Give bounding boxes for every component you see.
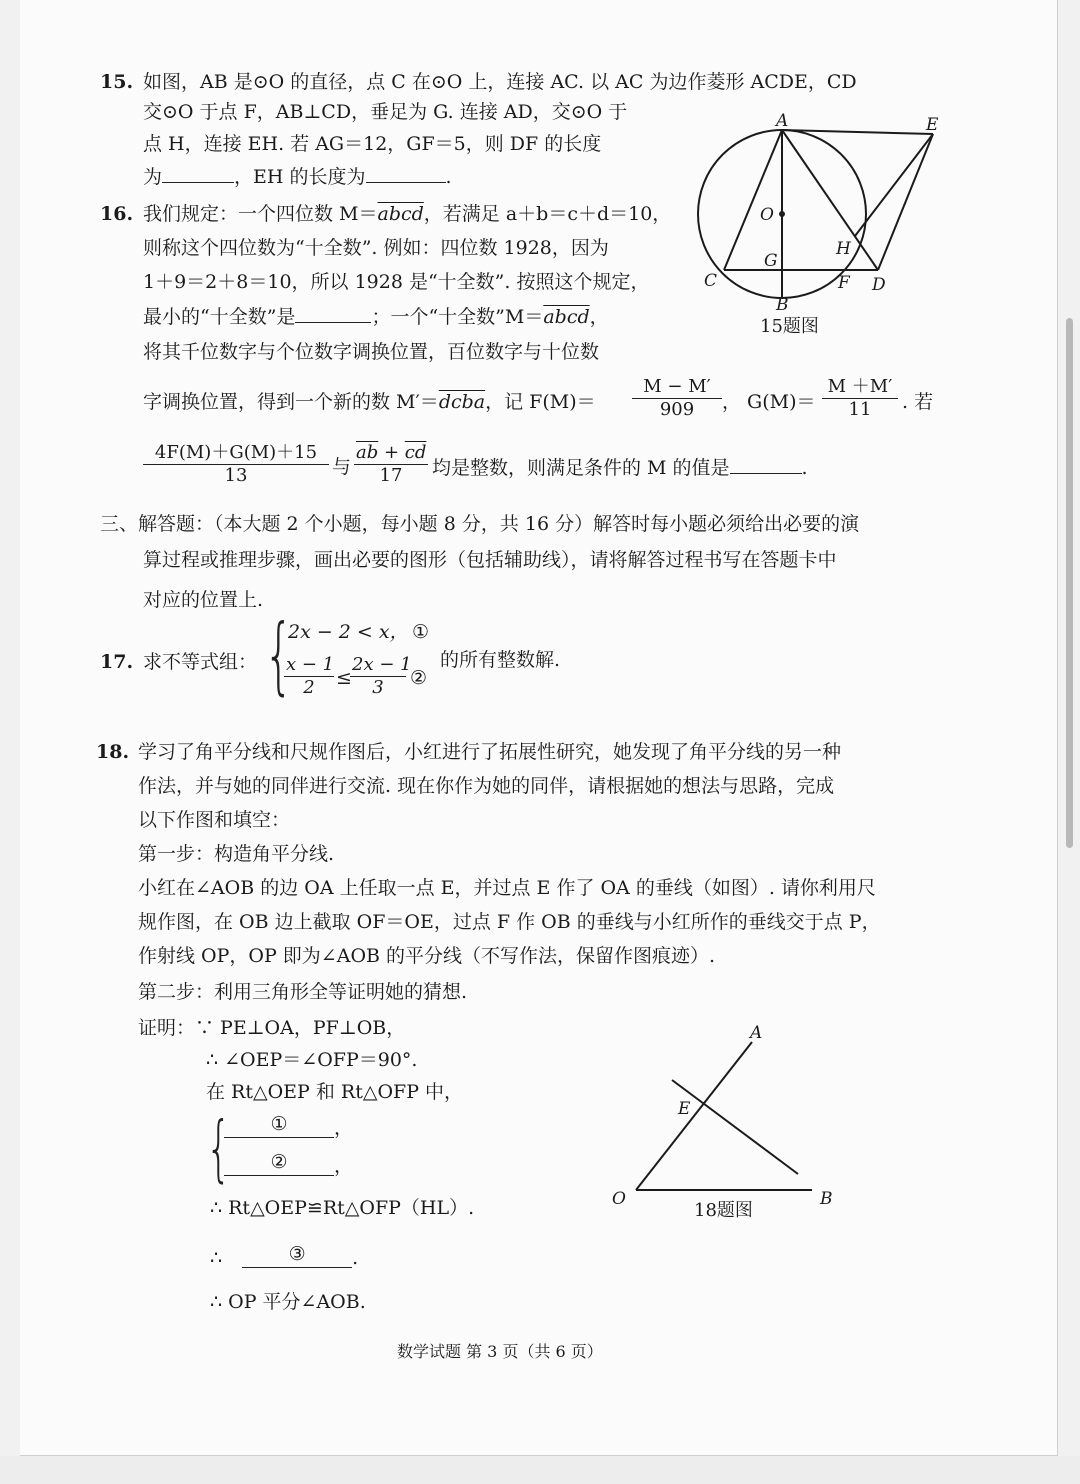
side-ac: [724, 130, 782, 270]
q16-ab: $\overline{ab}$: [356, 442, 379, 463]
q16-f-fraction: [632, 376, 722, 421]
q18-proof6: ∴ OP 平分∠AOB.: [210, 1291, 366, 1313]
q17-ineq1: 2x − 2 < x，: [288, 621, 409, 643]
q16-abcd: abcd: [377, 203, 424, 225]
viewer-bottom-strip: [0, 1456, 1080, 1484]
segment-eh: [855, 134, 933, 236]
q15-line4-b: ，EH 的长度为: [234, 166, 366, 188]
q18-figure-caption: 18题图: [694, 1200, 753, 1221]
q18-blank3-mark: ③: [288, 1243, 306, 1265]
section3-line1: 三、解答题：（本大题 2 个小题，每小题 8 分，共 16 分）解答时每小题必须给出必要的演: [100, 513, 860, 535]
label-b: B: [820, 1189, 833, 1208]
q18-blank3[interactable]: [242, 1243, 352, 1268]
q15-line3: 点 H，连接 EH. 若 AG＝12，GF＝5，则 DF 的长度: [143, 133, 602, 155]
scrollbar-thumb[interactable]: [1066, 318, 1073, 848]
perpendicular-at-e: [672, 1080, 798, 1174]
q17-le: ≤: [336, 667, 352, 689]
q16-abcd-2: abcd: [543, 306, 590, 328]
q18-proof2: ∴ ∠OEP＝∠OFP＝90°.: [206, 1049, 418, 1071]
q16-line2: 则称这个四位数为“十全数”. 例如：四位数 1928，因为: [143, 237, 609, 259]
q18-line2: 作法，并与她的同伴进行交流. 现在你作为她的同伴，请根据她的想法与思路，完成: [138, 775, 835, 797]
label-h: H: [836, 239, 851, 259]
label-a: A: [750, 1023, 763, 1043]
q17-frac2-numerator: 2x − 1: [352, 654, 412, 675]
q16-line7: [432, 455, 808, 480]
label-e: E: [926, 115, 939, 135]
page-footer: 数学试题 第 3 页（共 6 页）: [397, 1342, 603, 1361]
q16-g-denominator: 11: [848, 399, 872, 420]
q16-g-label: ， G(M)＝: [722, 391, 816, 413]
q15-line1: 如图，AB 是⊙O 的直径，点 C 在⊙O 上，连接 AC. 以 AC 为边作菱形 ACDE，CD: [143, 71, 857, 93]
q15-line4-c: .: [445, 166, 452, 188]
q16-frac1-denominator: 13: [224, 465, 248, 486]
q18-comma2: ，: [334, 1155, 354, 1177]
q18-blank1-row: [224, 1113, 354, 1140]
q15-line4-a: 为: [143, 166, 163, 188]
label-c: C: [704, 271, 718, 291]
q16-line5: 将其千位数字与个位数字调换位置，百位数字与十位数: [143, 341, 600, 363]
center-dot: [779, 211, 785, 217]
q15-blank-eh[interactable]: [366, 164, 446, 183]
q17-frac2-denominator: 3: [372, 677, 384, 698]
label-f: F: [838, 273, 850, 293]
q15-figure: [690, 110, 950, 350]
q18-blank2-mark: ②: [270, 1151, 288, 1173]
q16-and: 与: [332, 456, 352, 478]
q18-period: .: [352, 1247, 359, 1269]
q18-blank2[interactable]: [224, 1151, 334, 1176]
q17-number: 17.: [100, 651, 134, 673]
q18-line7: 作射线 OP，OP 即为∠AOB 的平分线（不写作法，保留作图痕迹）.: [138, 945, 716, 967]
q17-circle1: ①: [412, 621, 430, 643]
q15-number: 15.: [100, 71, 134, 93]
q18-line5: 小红在∠AOB 的边 OA 上任取一点 E，并过点 E 作了 OA 的垂线（如图）. 请你利用尺: [138, 877, 876, 899]
q18-brace: {: [206, 1106, 232, 1190]
section3-line2: 算过程或推理步骤，画出必要的图形（包括辅助线），请将解答过程书写在答题卡中: [143, 549, 837, 571]
q16-f-denominator: 909: [659, 399, 695, 420]
q16-blank-smallest[interactable]: [295, 304, 371, 323]
q16-g-fraction: [822, 376, 898, 421]
label-o: O: [760, 205, 774, 225]
label-d: D: [872, 275, 886, 295]
q18-step1: 第一步：构造角平分线.: [138, 843, 335, 865]
label-o: O: [612, 1189, 626, 1208]
q16-line1-b: ，若满足 a＋b＝c＋d＝10，: [423, 203, 672, 225]
q18-number: 18.: [96, 741, 130, 763]
q16-plus: +: [378, 442, 405, 463]
q18-line3: 以下作图和填空：: [138, 809, 291, 831]
q18-proof4: ∴ Rt△OEP≌Rt△OFP（HL）.: [210, 1197, 475, 1219]
q16-blank-m[interactable]: [730, 455, 802, 474]
label-e: E: [678, 1099, 691, 1119]
q18-therefore: ∴: [210, 1247, 223, 1269]
q16-number: 16.: [100, 203, 134, 225]
q16-line7-end: .: [801, 457, 808, 479]
q16-line6-text: 字调换位置，得到一个新的数 M′＝: [143, 391, 439, 413]
q16-g-numerator: M ＋M′: [822, 376, 898, 399]
q16-line4-b: ；一个“十全数”M＝: [371, 306, 544, 328]
q17-frac2: [350, 654, 412, 699]
q16-f-numerator: M − M′: [632, 376, 722, 399]
q16-frac2: [354, 442, 428, 487]
q17-brace: {: [264, 606, 294, 704]
q16-frac1: [143, 442, 329, 487]
q16-line4-a: 最小的“十全数”是: [143, 306, 296, 328]
q15-figure-caption: 15题图: [760, 316, 819, 337]
q18-figure: [600, 1018, 850, 1208]
section3-line3: 对应的位置上.: [143, 589, 264, 611]
q18-blank3-row: [210, 1243, 359, 1270]
q15-line4: [143, 164, 452, 189]
q15-blank-df[interactable]: [162, 164, 234, 183]
q16-dcba: dcba: [438, 391, 486, 413]
side-ed: [878, 134, 933, 270]
q18-step2: 第二步：利用三角形全等证明她的猜想.: [138, 981, 468, 1003]
label-g: G: [764, 251, 778, 271]
q16-line7-text: 均是整数，则满足条件的 M 的值是: [432, 457, 730, 479]
q17-frac1-numerator: x − 1: [286, 654, 335, 675]
q16-line4-c: ，: [589, 306, 609, 328]
q18-line1: 学习了角平分线和尺规作图后，小红进行了拓展性研究，她发现了角平分线的另一种: [138, 741, 842, 763]
q16-line4: [143, 304, 609, 329]
q16-line6-b: ，记 F(M)＝: [485, 391, 596, 413]
q16-line6-a: [143, 390, 596, 414]
q16-line1: [143, 202, 671, 226]
q18-line6: 规作图，在 OB 边上截取 OF＝OE，过点 F 作 OB 的垂线与小红所作的垂线交于点 P，: [138, 911, 881, 933]
label-b: B: [776, 295, 789, 315]
q18-blank1[interactable]: [224, 1113, 334, 1138]
label-a: A: [776, 111, 789, 131]
q17-frac1-denominator: 2: [303, 677, 315, 698]
q16-cd: $\overline{cd}$: [404, 442, 427, 463]
q16-line6-c: . 若: [902, 391, 934, 413]
segment-ad: [782, 130, 878, 270]
q16-frac1-numerator: 4F(M)＋G(M)＋15: [143, 442, 329, 465]
q16-line1-a: 我们规定：一个四位数 M＝: [143, 203, 378, 225]
q18-comma1: ，: [334, 1117, 354, 1139]
q17-tail: 的所有整数解.: [440, 649, 561, 671]
q18-proof3: 在 Rt△OEP 和 Rt△OFP 中，: [206, 1081, 464, 1103]
q17-circle2: ②: [410, 667, 428, 689]
q18-blank2-row: [224, 1151, 354, 1178]
q17-prompt: 求不等式组：: [143, 651, 258, 673]
q17-frac1: [284, 654, 334, 699]
q16-frac2-numerator: [354, 442, 428, 465]
q16-frac2-denominator: 17: [379, 465, 403, 486]
q18-blank1-mark: ①: [270, 1113, 288, 1135]
ray-oa: [636, 1042, 752, 1190]
q15-line2: 交⊙O 于点 F，AB⊥CD，垂足为 G. 连接 AD，交⊙O 于: [143, 101, 628, 123]
q16-line3: 1＋9＝2＋8＝10，所以 1928 是“十全数”. 按照这个规定，: [143, 271, 650, 293]
q18-proof1: 证明：∵ PE⊥OA，PF⊥OB，: [138, 1017, 406, 1039]
